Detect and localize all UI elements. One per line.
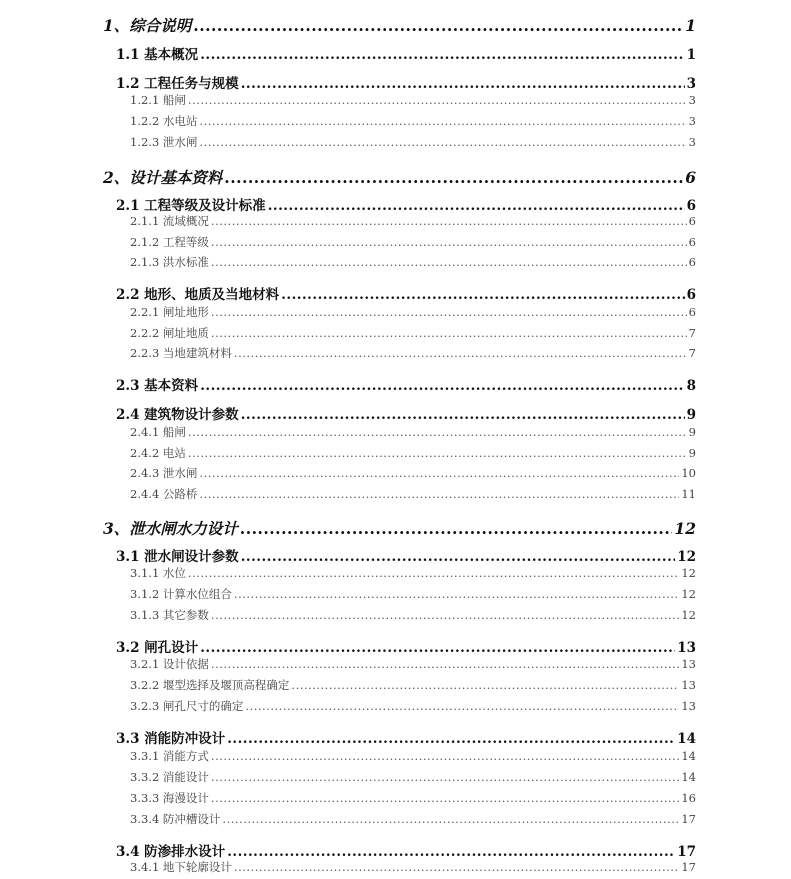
toc-entry[interactable]: [130, 134, 696, 152]
toc-leader-dots: [200, 378, 684, 394]
toc-entry-title: 1.1 基本概况: [116, 47, 199, 63]
toc-page-number: 1: [686, 47, 696, 63]
toc-page-number: 14: [681, 749, 696, 763]
toc-entry-title: 3.2.2 堰型选择及堰顶高程确定: [130, 678, 290, 692]
toc-entry-title: 1.2.1 船闸: [130, 93, 186, 107]
toc-entry-title: 3.3.4 防冲槽设计: [130, 812, 221, 826]
toc-page-number: 3: [688, 135, 696, 149]
toc-entry-title: 1.2.3 泄水闸: [130, 135, 198, 149]
toc-entry-title: 3.2.3 闸孔尺寸的确定: [130, 699, 244, 713]
toc-entry-title: 1、综合说明: [103, 16, 192, 35]
toc-entry[interactable]: [130, 656, 696, 674]
toc-page-number: 9: [688, 446, 696, 460]
toc-leader-dots: [200, 47, 684, 63]
toc-leader-dots: [211, 235, 687, 249]
toc-leader-dots: [211, 791, 679, 805]
toc-page-number: 7: [688, 326, 696, 340]
toc-entry-title: 2.1.2 工程等级: [130, 235, 209, 249]
toc-entry[interactable]: [130, 345, 696, 363]
toc-entry[interactable]: [130, 677, 696, 695]
toc-leader-dots: [188, 446, 687, 460]
toc-entry-title: 3.1.2 计算水位组合: [130, 587, 232, 601]
toc-leader-dots: [199, 487, 679, 501]
toc-entry-title: 3.1 泄水闸设计参数: [116, 549, 239, 565]
toc-entry[interactable]: [130, 859, 696, 877]
toc-entry[interactable]: [130, 811, 696, 829]
toc-page-number: 9: [688, 425, 696, 439]
toc-leader-dots: [222, 812, 679, 826]
toc-leader-dots: [268, 198, 685, 214]
toc-entry-title: 2.2.3 当地建筑材料: [130, 346, 232, 360]
toc-entry[interactable]: [116, 636, 696, 656]
toc-leader-dots: [291, 678, 679, 692]
toc-leader-dots: [211, 255, 687, 269]
toc-page-number: 1: [685, 16, 696, 35]
toc-page-number: 6: [688, 255, 696, 269]
toc-leader-dots: [211, 749, 679, 763]
toc-leader-dots: [211, 326, 687, 340]
toc-entry[interactable]: [130, 748, 696, 766]
toc-entry[interactable]: [103, 517, 696, 539]
toc-entry[interactable]: [130, 234, 696, 252]
toc-entry-title: 3.3.2 消能设计: [130, 770, 209, 784]
toc-entry-title: 3.4 防渗排水设计: [116, 844, 226, 860]
toc-page-number: 17: [681, 860, 696, 874]
toc-leader-dots: [199, 466, 679, 480]
toc-entry[interactable]: [116, 283, 696, 303]
toc-entry-title: 2.2 地形、地质及当地材料: [116, 287, 280, 303]
toc-page-number: 3: [688, 93, 696, 107]
toc-entry-title: 2.1.3 洪水标准: [130, 255, 209, 269]
toc-entry[interactable]: [130, 790, 696, 808]
toc-entry[interactable]: [130, 92, 696, 110]
toc-leader-dots: [241, 76, 685, 92]
toc-entry-title: 2.4.1 船闸: [130, 425, 186, 439]
toc-entry[interactable]: [130, 565, 696, 583]
toc-leader-dots: [211, 305, 687, 319]
toc-entry-title: 2.2.1 闸址地形: [130, 305, 209, 319]
toc-page-number: 12: [681, 566, 696, 580]
toc-page-number: 17: [677, 844, 696, 860]
toc-leader-dots: [224, 168, 683, 187]
toc-leader-dots: [211, 214, 687, 228]
toc-leader-dots: [188, 93, 687, 107]
toc-page-number: 6: [688, 305, 696, 319]
toc-page-number: 14: [677, 731, 696, 747]
toc-entry-title: 3、泄水闸水力设计: [103, 519, 238, 538]
toc-entry[interactable]: [103, 166, 696, 188]
toc-entry-title: 2.2.2 闸址地质: [130, 326, 209, 340]
toc-page-number: 12: [681, 608, 696, 622]
toc-entry-title: 1.2 工程任务与规模: [116, 76, 239, 92]
toc-page-number: 14: [681, 770, 696, 784]
toc-entry-title: 3.3.1 消能方式: [130, 749, 209, 763]
toc-page-number: 8: [686, 378, 696, 394]
toc-entry-title: 3.2.1 设计依据: [130, 657, 209, 671]
toc-leader-dots: [227, 844, 675, 860]
toc-leader-dots: [211, 770, 679, 784]
toc-entry[interactable]: [116, 72, 696, 92]
toc-entry-title: 2.4.3 泄水闸: [130, 466, 198, 480]
toc-entry-title: 2.1 工程等级及设计标准: [116, 198, 266, 214]
toc-leader-dots: [234, 346, 687, 360]
toc-entry-title: 2.4.2 电站: [130, 446, 186, 460]
toc-page-number: 12: [681, 587, 696, 601]
toc-entry[interactable]: [116, 727, 696, 747]
toc-page-number: 6: [688, 214, 696, 228]
toc-page-number: 13: [681, 657, 696, 671]
toc-leader-dots: [199, 135, 686, 149]
toc-page-number: 6: [686, 198, 696, 214]
toc-page-number: 13: [681, 678, 696, 692]
toc-entry[interactable]: [103, 14, 696, 36]
toc-entry[interactable]: [130, 769, 696, 787]
toc-page-number: 9: [686, 407, 696, 423]
toc-leader-dots: [193, 16, 683, 35]
toc-entry-title: 1.2.2 水电站: [130, 114, 198, 128]
toc-leader-dots: [281, 287, 684, 303]
toc-page-number: 12: [677, 549, 696, 565]
toc-page-number: 6: [688, 235, 696, 249]
toc-page-number: 12: [674, 519, 696, 538]
toc-leader-dots: [211, 608, 679, 622]
toc-entry[interactable]: [130, 698, 696, 716]
toc-entry[interactable]: [116, 840, 696, 860]
toc-leader-dots: [245, 699, 679, 713]
toc-page-number: 10: [681, 466, 696, 480]
toc-entry[interactable]: [130, 113, 696, 131]
toc-entry-title: 2.1.1 流域概况: [130, 214, 209, 228]
toc-entry[interactable]: [130, 325, 696, 343]
toc-page-number: 17: [681, 812, 696, 826]
toc-entry[interactable]: [130, 465, 696, 483]
toc-entry[interactable]: [116, 545, 696, 565]
toc-entry-title: 3.3.3 海漫设计: [130, 791, 209, 805]
toc-entry[interactable]: [116, 403, 696, 423]
toc-leader-dots: [199, 114, 686, 128]
toc-entry-title: 3.4.1 地下轮廓设计: [130, 860, 232, 874]
toc-page-number: 3: [686, 76, 696, 92]
toc-page-number: 3: [688, 114, 696, 128]
toc-entry[interactable]: [130, 424, 696, 442]
toc-leader-dots: [241, 407, 685, 423]
toc-entry-title: 3.2 闸孔设计: [116, 640, 199, 656]
toc-entry[interactable]: [130, 445, 696, 463]
toc-leader-dots: [234, 860, 679, 874]
toc-entry-title: 3.3 消能防冲设计: [116, 731, 226, 747]
toc-entry-title: 3.1.1 水位: [130, 566, 186, 580]
toc-page-number: 16: [681, 791, 696, 805]
toc-entry-title: 2.4 建筑物设计参数: [116, 407, 239, 423]
toc-leader-dots: [211, 657, 679, 671]
toc-page-number: 11: [681, 487, 696, 501]
toc-leader-dots: [188, 566, 679, 580]
toc-entry-title: 2.3 基本资料: [116, 378, 199, 394]
toc-leader-dots: [240, 519, 673, 538]
toc-entry-title: 2、设计基本资料: [103, 168, 223, 187]
toc-leader-dots: [234, 587, 679, 601]
toc-entry[interactable]: [130, 607, 696, 625]
toc-entry[interactable]: [116, 194, 696, 214]
toc-entry-title: 3.1.3 其它参数: [130, 608, 209, 622]
toc-leader-dots: [200, 640, 675, 656]
toc-leader-dots: [241, 549, 676, 565]
toc-leader-dots: [188, 425, 687, 439]
toc-entry[interactable]: [130, 213, 696, 231]
toc-entry-title: 2.4.4 公路桥: [130, 487, 198, 501]
toc-entry[interactable]: [130, 486, 696, 504]
toc-leader-dots: [227, 731, 675, 747]
toc-entry[interactable]: [130, 586, 696, 604]
toc-page-number: 7: [688, 346, 696, 360]
toc-entry[interactable]: [130, 254, 696, 272]
toc-page-number: 13: [677, 640, 696, 656]
toc-entry[interactable]: [116, 43, 696, 63]
toc-page-number: 6: [686, 287, 696, 303]
toc-page-number: 13: [681, 699, 696, 713]
toc-entry[interactable]: [130, 304, 696, 322]
toc-page-number: 6: [685, 168, 696, 187]
toc-entry[interactable]: [116, 374, 696, 394]
